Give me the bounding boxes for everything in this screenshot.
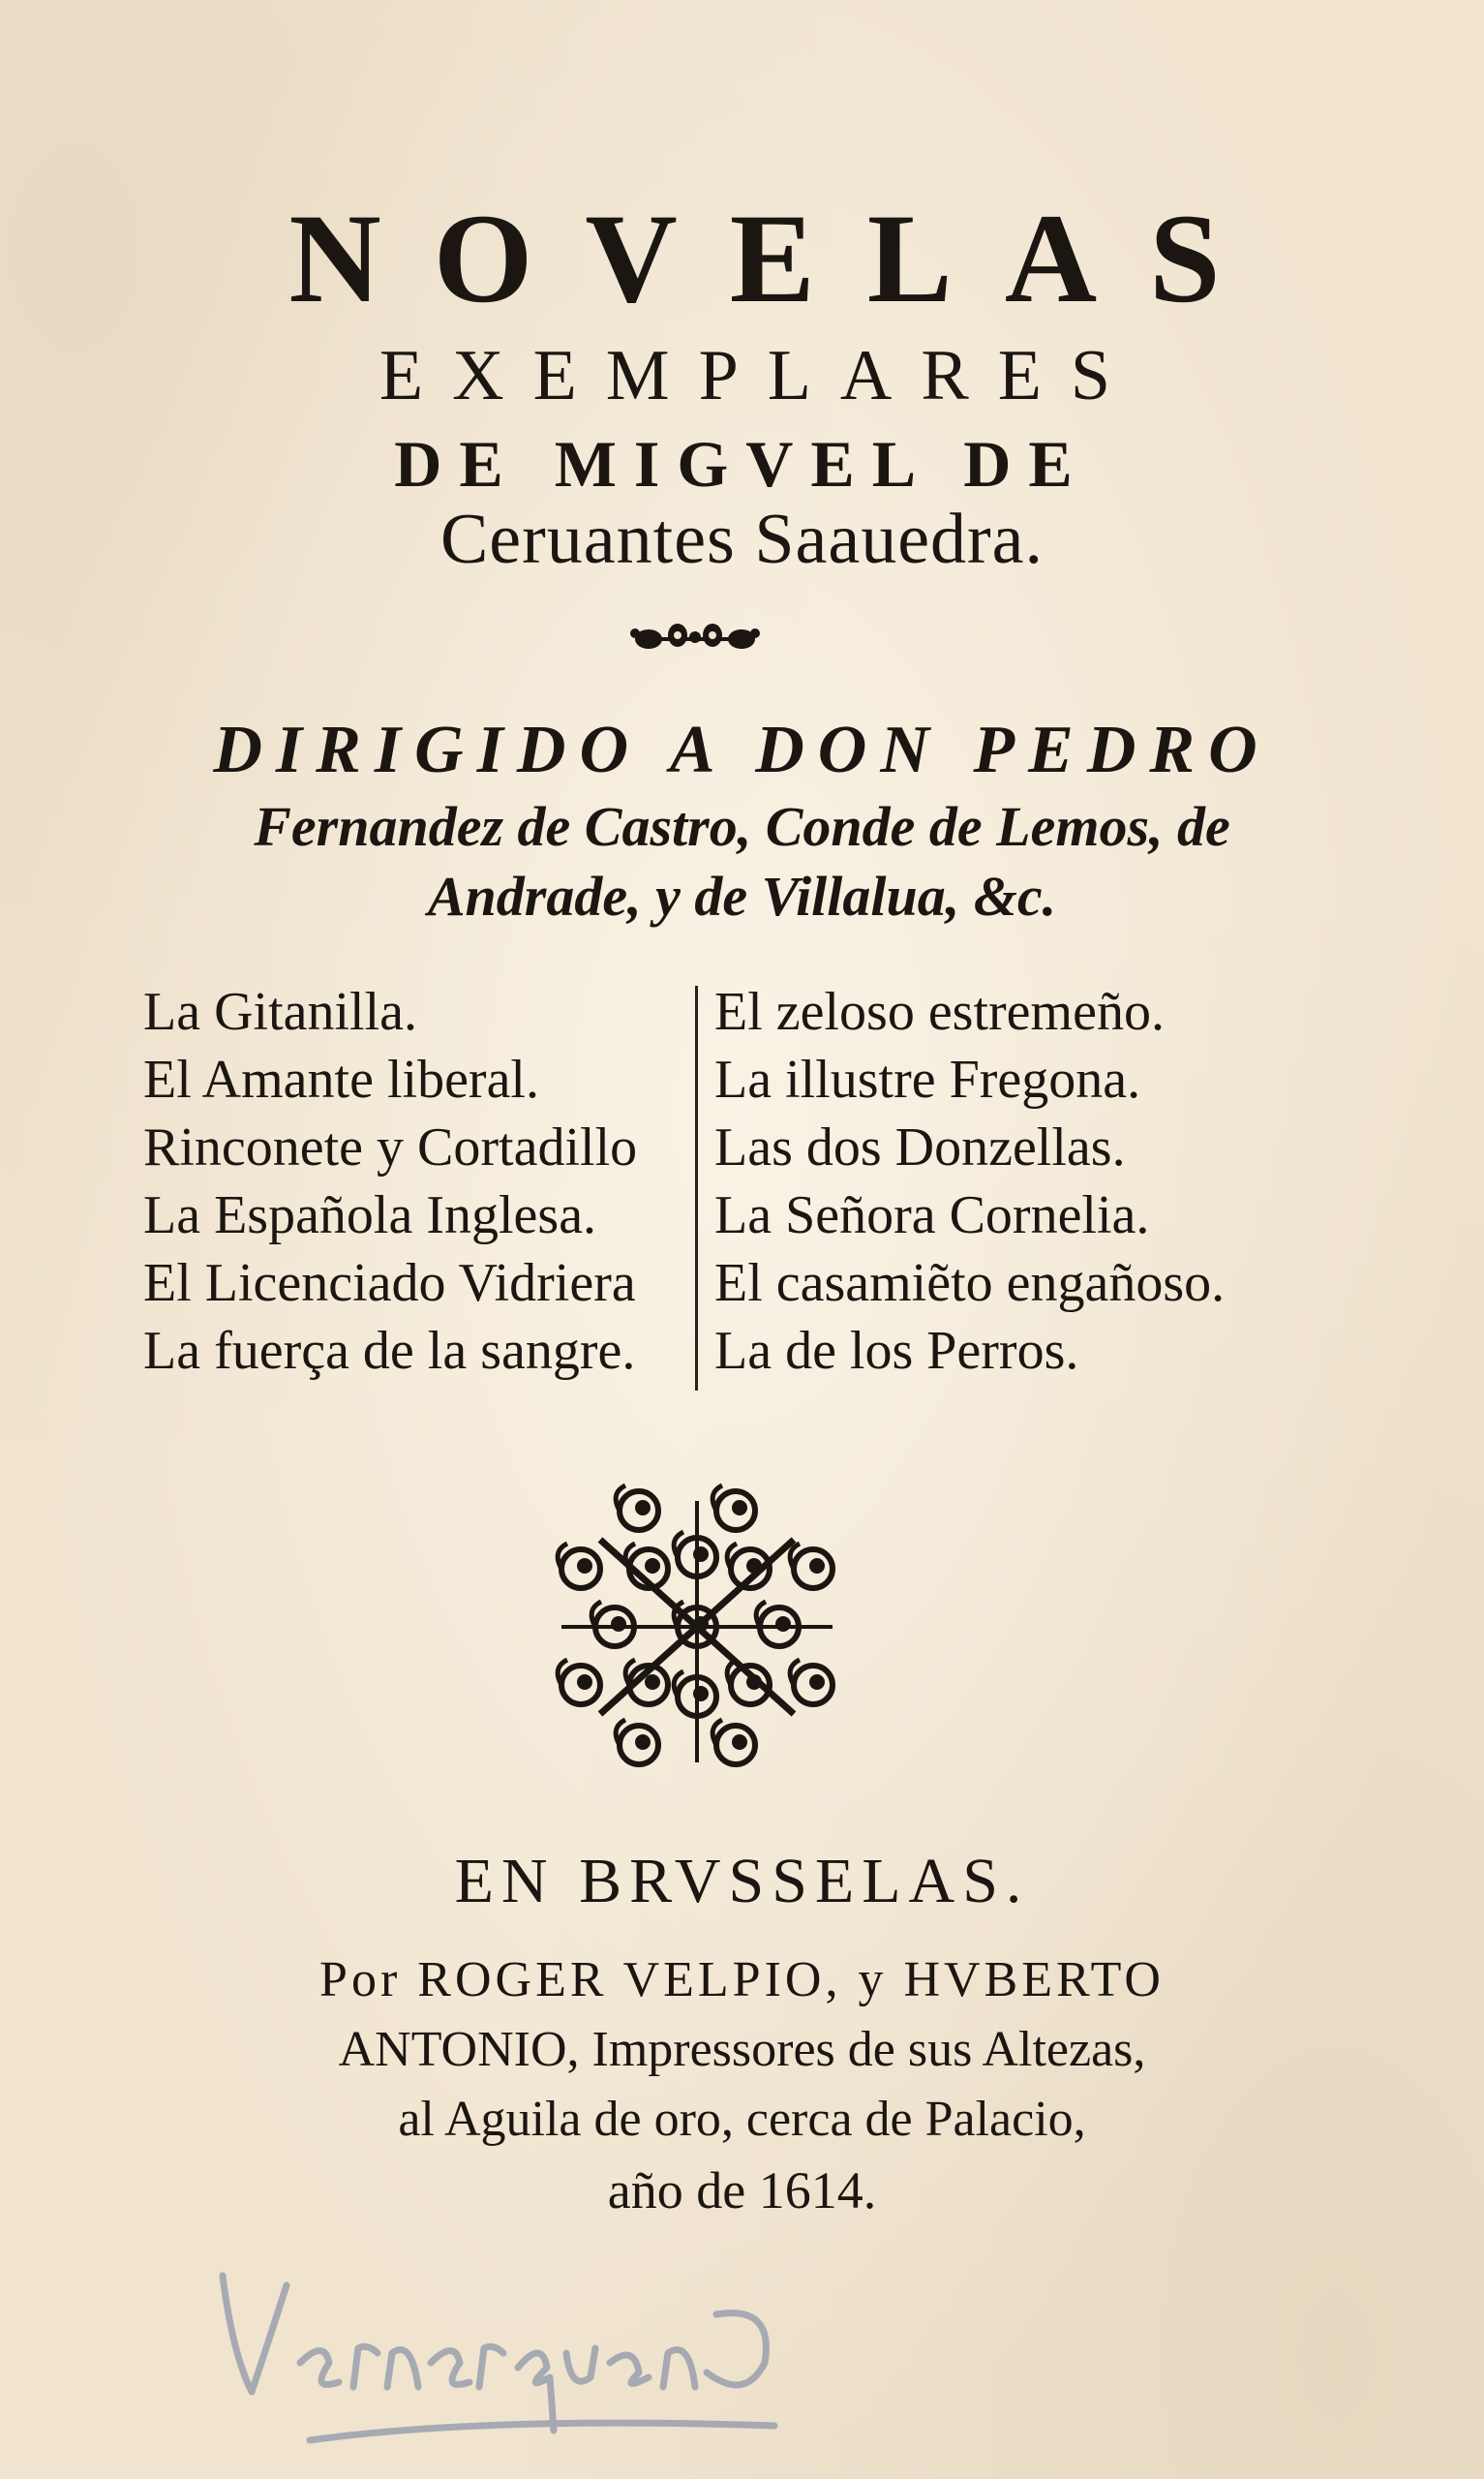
list-item: Las dos Donzellas. <box>714 1117 1126 1178</box>
contents-list <box>136 978 1278 1394</box>
column-divider <box>695 986 698 1391</box>
title-novelas: NOVELAS <box>288 187 1273 329</box>
list-item: La illustre Fregona. <box>714 1050 1141 1110</box>
title-exemplares: EXEMPLARES <box>379 336 1140 415</box>
dedication-line-3: Andrade, y de Villalua, &c. <box>427 865 1057 928</box>
contents-left-column <box>143 978 685 1385</box>
title-author-name: Ceruantes Saauedra. <box>439 500 1045 579</box>
list-item: El Licenciado Vidriera <box>143 1253 636 1313</box>
printers-device-icon <box>542 1482 852 1782</box>
list-item: La Gitanilla. <box>143 982 418 1042</box>
list-item: La fuerça de la sangre. <box>143 1321 636 1381</box>
imprint-city: EN BRVSSELAS. <box>454 1846 1030 1916</box>
imprint-printers-title: ANTONIO, Impressores de sus Altezas, <box>338 2022 1146 2077</box>
list-item: La de los Perros. <box>714 1321 1079 1381</box>
list-item: Rinconete y Cortadillo <box>143 1117 638 1178</box>
dedication-line-1: DIRIGIDO A DON PEDRO <box>213 713 1271 787</box>
imprint-address: al Aguila de oro, cerca de Palacio, <box>398 2092 1086 2147</box>
handwritten-signature <box>194 2247 813 2450</box>
list-item: La Española Inglesa. <box>143 1185 597 1245</box>
contents-right-column <box>714 978 1295 1385</box>
list-item: El zeloso estremeño. <box>714 982 1165 1042</box>
imprint-printers: Por ROGER VELPIO, y HVBERTO <box>319 1952 1165 2007</box>
title-author-prefix: DE MIGVEL DE <box>394 427 1090 501</box>
list-item: El casamiẽto engañoso. <box>714 1253 1226 1313</box>
dedication-line-2: Fernandez de Castro, Conde de Lemos, de <box>254 795 1230 858</box>
imprint-year: año de 1614. <box>607 2161 877 2219</box>
list-item: El Amante liberal. <box>143 1050 539 1110</box>
list-item: La Señora Cornelia. <box>714 1185 1150 1245</box>
fleuron-ornament-icon <box>627 608 763 666</box>
